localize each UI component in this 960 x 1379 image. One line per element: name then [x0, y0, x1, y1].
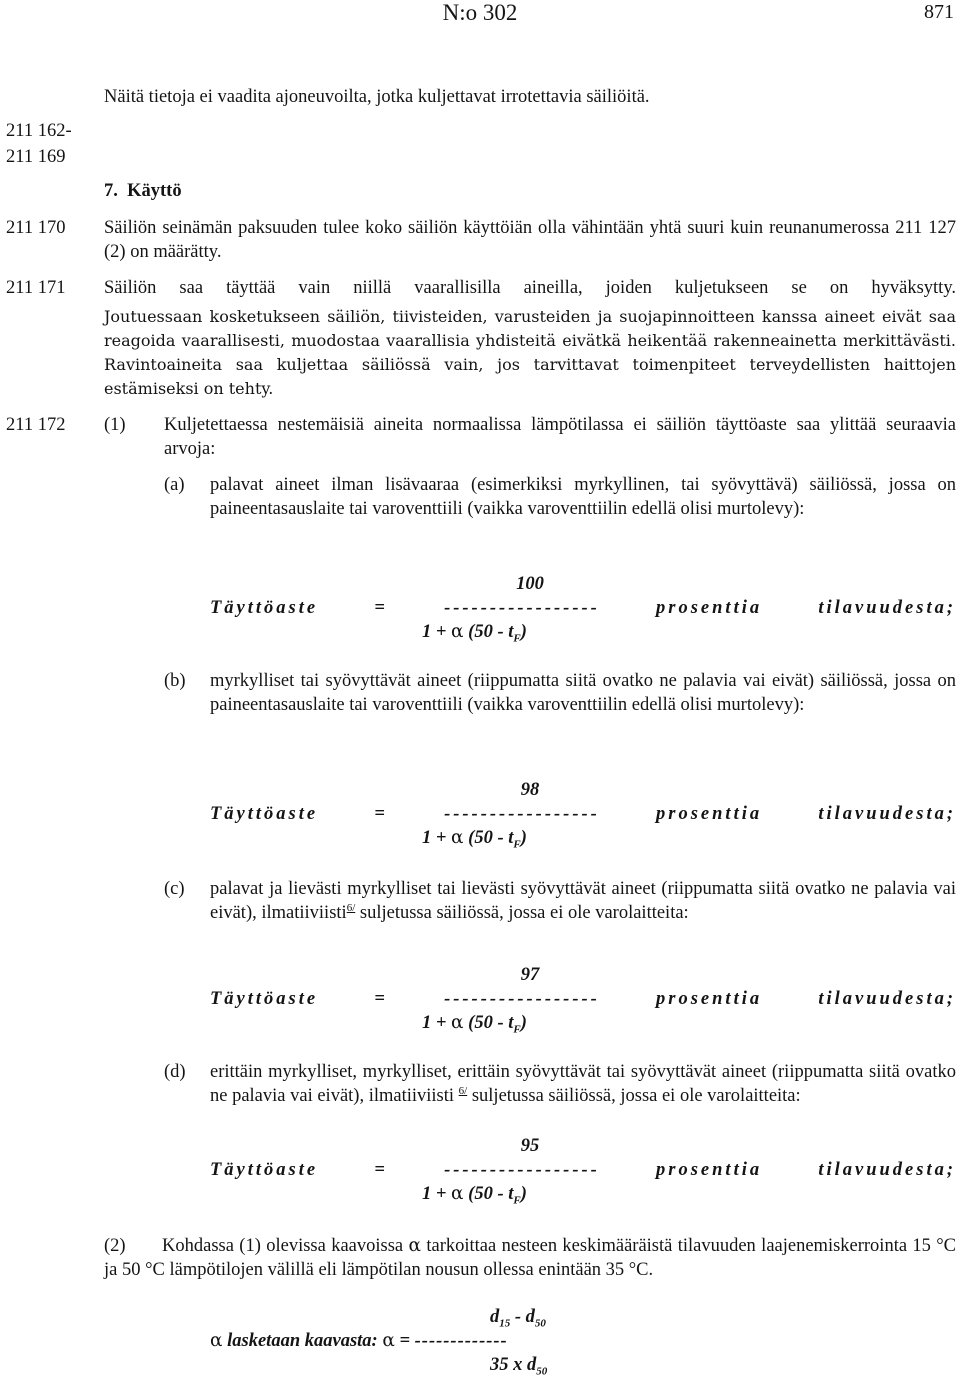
expansion-coefficient-formula [210, 1305, 610, 1377]
formula-numerator: 100 [516, 574, 544, 594]
item-text-c: palavat ja lievästi myrkylliset tai lievästi syövyttävät aineet (riippumatta siitä ovatko ne palavia vai eivät), ilmatiiviisti$^{6/}$ suljetussa säiliössä, jossa ei ole varolaitteita: [210, 879, 956, 923]
item-label-a: (a) [164, 475, 185, 495]
formula-dashes: ----------------- [444, 1160, 600, 1180]
item-label-c: (c) [164, 879, 185, 899]
formula-dashes: ----------------- [444, 598, 600, 618]
margin-number-172: 211 172 [6, 415, 66, 435]
final-denominator: 35 x $d_{50}$ [490, 1355, 548, 1378]
formula-word-volume: tilavuudesta; [818, 598, 956, 618]
formula-denominator: 1 + α $(50 - t_F)$ [422, 827, 527, 851]
formula-numerator: 97 [520, 965, 540, 985]
formula-term: Täyttöaste [210, 598, 319, 618]
section-title: Käyttö [127, 181, 182, 201]
item-text-b: myrkylliset tai syövyttävät aineet (riippumatta siitä ovatko ne palavia vai eivät) säiliössä, jossa on paineentasauslaite tai varoventtiili (vaikka varoventtiilin edellä olisi murtolevy): [210, 671, 956, 715]
formula-word-volume: tilavuudesta; [818, 989, 956, 1009]
item-label-b: (b) [164, 671, 186, 691]
formula-denominator: 1 + α $(50 - t_F)$ [422, 1183, 527, 1207]
formula-word-percent: prosenttia [656, 1160, 763, 1180]
item-label-d: (d) [164, 1062, 186, 1082]
fill-formula-b [210, 778, 956, 850]
formula-equals: = [374, 804, 388, 824]
formula-equals: = [374, 598, 388, 618]
subsection-label-1: (1) [104, 415, 126, 435]
formula-dashes: ----------------- [444, 804, 600, 824]
fill-formula-a [210, 572, 956, 644]
paragraph-170: Säiliön seinämän paksuuden tulee koko säiliön käyttöiän olla vähintään yhtä suuri kuin reunanumerossa 211 127 (2) on määrätty. [104, 218, 956, 262]
formula-word-percent: prosenttia [656, 804, 763, 824]
formula-equals: = [374, 989, 388, 1009]
formula-word-percent: prosenttia [656, 989, 763, 1009]
formula-dashes: ----------------- [444, 989, 600, 1009]
section-heading [104, 179, 182, 203]
subsection-label-2: (2) [104, 1236, 126, 1256]
section-number: 7. [104, 181, 118, 201]
formula-term: Täyttöaste [210, 804, 319, 824]
formula-term: Täyttöaste [210, 989, 319, 1009]
formula-denominator: 1 + α $(50 - t_F)$ [422, 621, 527, 645]
page-number: 871 [924, 1, 954, 23]
fill-formula-d [210, 1134, 956, 1206]
footnote-ref: 6/ [458, 1084, 468, 1097]
formula-equals: = [374, 1160, 388, 1180]
formula-numerator: 95 [520, 1136, 540, 1156]
formula-word-volume: tilavuudesta; [818, 1160, 956, 1180]
margin-number-162: 211 162- [6, 121, 72, 141]
final-formula-line: α lasketaan kaavasta: α = ------------- [210, 1330, 508, 1351]
formula-word-percent: prosenttia [656, 598, 763, 618]
paragraph-2: Kohdassa (1) olevissa kaavoissa α tarkoittaa nesteen keskimääräistä tilavuuden laajenemiskerrointa 15 °C ja 50 °C lämpötilojen välillä eli lämpötilan nousun ollessa enintään 35 °C. [104, 1235, 957, 1280]
margin-number-169: 211 169 [6, 147, 66, 167]
formula-numerator: 98 [520, 780, 540, 800]
paragraph-171-sentence: Säiliön saa täyttää vain niillä vaarallisilla aineilla, joiden kuljetukseen se on hyväksytty. [104, 278, 956, 298]
item-text-d: erittäin myrkylliset, myrkylliset, erittäin syövyttävät tai syövyttävät aineet (riippumatta siitä ovatko ne palavia vai eivät), ilmatiiviisti $^{6/}$ suljetussa säiliössä, jossa ei ole varolaitteita: [210, 1062, 956, 1106]
margin-number-171: 211 171 [6, 278, 66, 298]
formula-denominator: 1 + α $(50 - t_F)$ [422, 1012, 527, 1036]
paragraph-171: Joutuessaan kosketukseen säiliön, tiivisteiden, varusteiden ja suojapinnoitteen kanssa aineet eivät saa reagoida vaarallisesti, muodostaa vaarallisia yhdisteitä eivätkä heikentää rakenneainetta merkittävästi. Ravintoaineita saa kuljettaa säiliössä vain, jos tarvittavat toimenpiteet terveydellisten haittojen estämiseksi on tehty. [104, 307, 956, 398]
alpha-symbol: α [408, 1235, 421, 1256]
paragraph-172: Kuljetettaessa nestemäisiä aineita normaalissa lämpötilassa ei säiliön täyttöaste saa ylittää seuraavia arvoja: [164, 415, 956, 459]
margin-number-170: 211 170 [6, 218, 66, 238]
item-text-a: palavat aineet ilman lisävaaraa (esimerkiksi myrkyllinen, tai syövyttävä) säiliössä, jossa on paineentasauslaite tai varoventtiili (vaikka varoventtiilin edellä olisi murtolevy): [210, 475, 956, 519]
document-code: N:o 302 [442, 0, 518, 25]
formula-word-volume: tilavuudesta; [818, 804, 956, 824]
intro-note: Näitä tietoja ei vaadita ajoneuvoilta, jotka kuljettavat irrotettavia säiliöitä. [104, 87, 650, 107]
footnote-ref: 6/ [346, 901, 356, 914]
fill-formula-c [210, 963, 956, 1035]
formula-term: Täyttöaste [210, 1160, 319, 1180]
final-numerator: $d_{15} - d_{50}$ [490, 1307, 546, 1330]
